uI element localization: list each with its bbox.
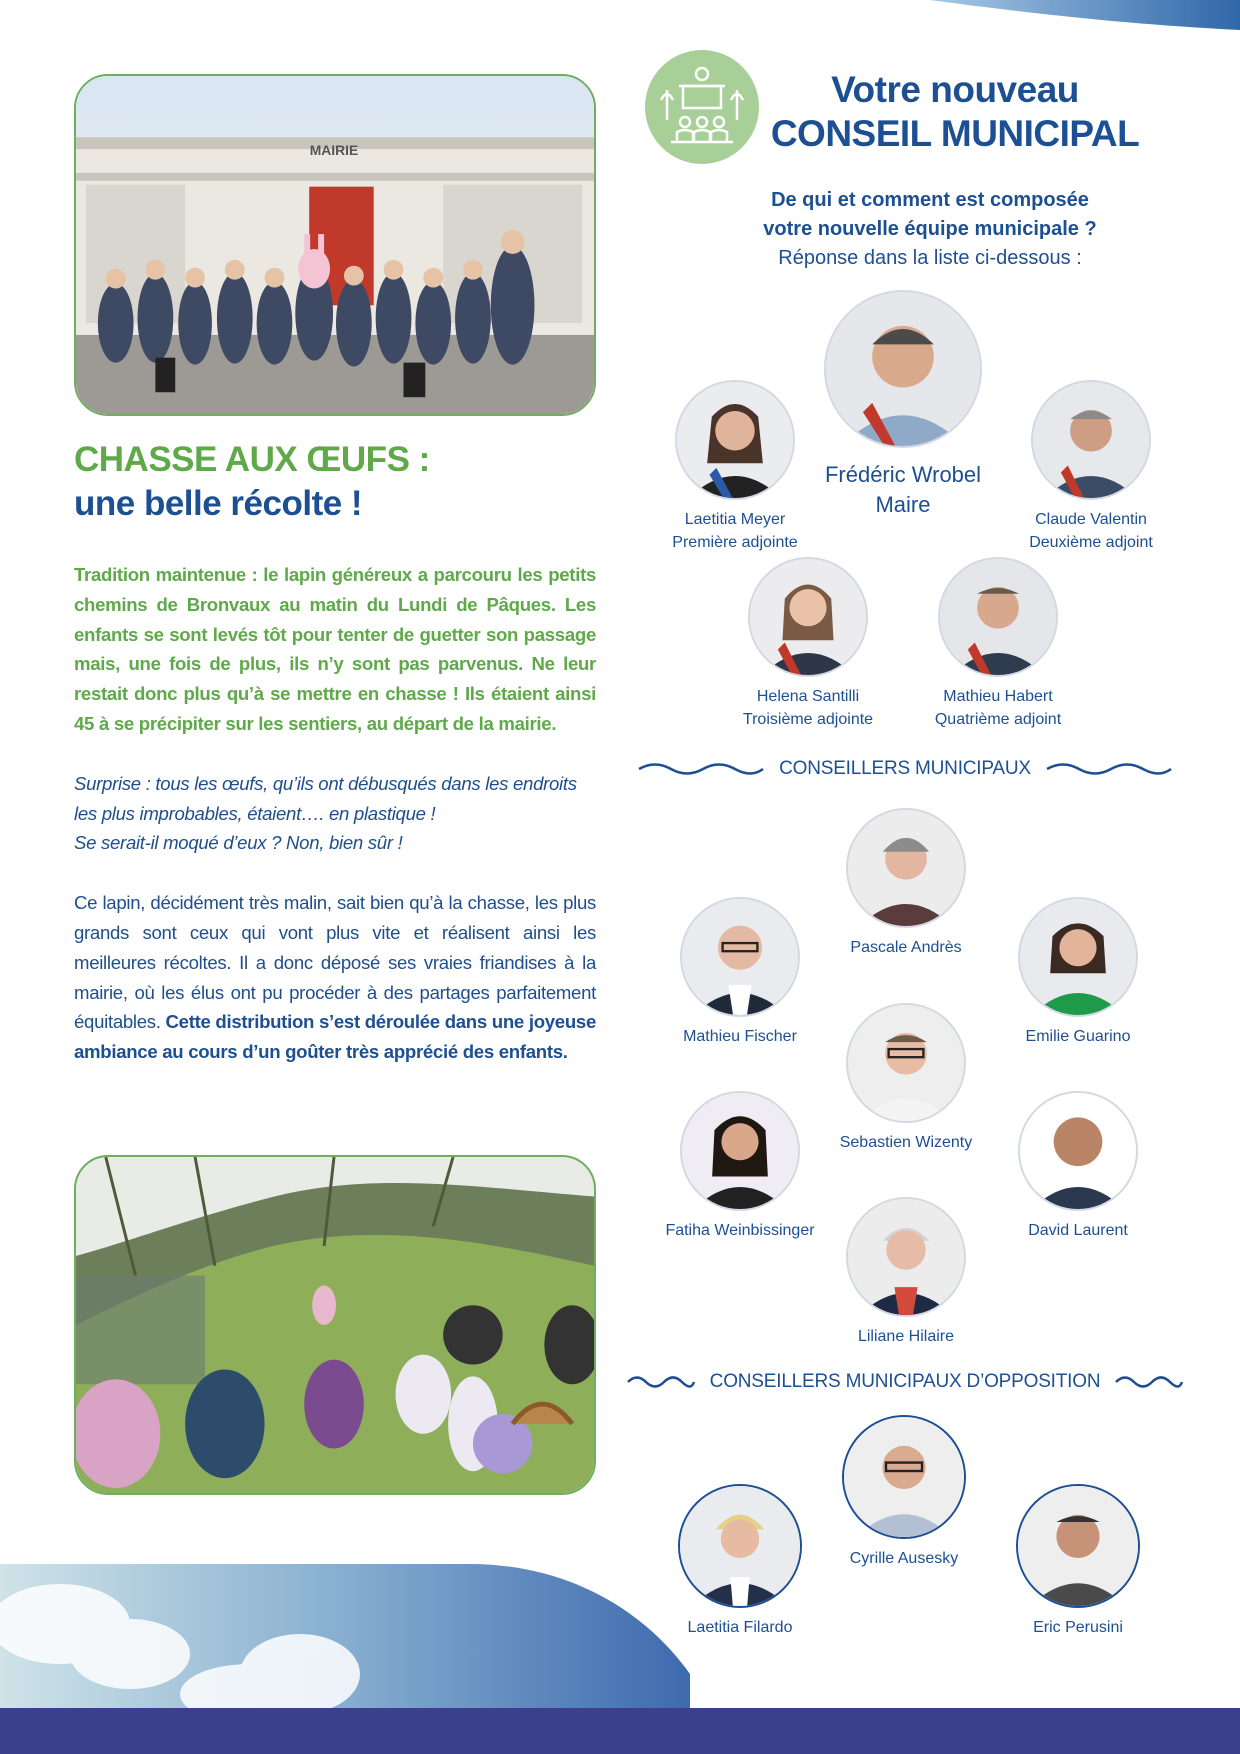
adjoint-3-photo [748,557,868,677]
wave-left-icon [637,762,765,776]
councillor-7-name: Liliane Hilaire [857,1328,955,1345]
article-headline [74,440,604,524]
councillor-5-name: Fatiha Weinbissinger [665,1222,815,1239]
section-councillors-label: CONSEILLERS MUNICIPAUX [779,758,1031,779]
adjoint-3-name: Helena Santilli [756,688,860,705]
adjoint-3-role: Troisième adjointe [742,711,874,728]
councillor-3-photo [1018,897,1138,1017]
article-paragraph-2-line-2: Se serait-il moqué d’eux ? Non, bien sûr ! [74,832,403,854]
egg-hunt-photo [74,1155,596,1495]
councillor-6-photo [1018,1091,1138,1211]
section-opposition-header [640,1367,1170,1397]
mayor-role: Maire [875,492,931,517]
councillor-2-name: Mathieu Fischer [683,1028,797,1045]
adjoint-4-photo [938,557,1058,677]
wave-right-icon [1114,1375,1184,1389]
mairie-sign: MAIRIE [309,142,359,159]
wave-right-icon [1045,762,1173,776]
member-adjoint-4 [893,557,1103,731]
intro-line-3: Réponse dans la liste ci-dessous : [778,247,1082,269]
article-subtitle: une belle récolte ! [74,484,363,523]
adjoint-4-role: Quatrième adjoint [934,711,1062,728]
article-paragraph-2-line-1: Surprise : tous les œufs, qu’ils ont débusqués dans les endroits les plus improbables, étaient…. en plastique ! [74,772,577,824]
council-title-line-2: CONSEIL MUNICIPAL [770,113,1140,154]
council-chamber-icon [645,50,759,164]
intro-line-1: De qui et comment est composée [771,189,1089,211]
easter-group-photo [74,74,596,416]
bottom-decoration [0,1564,1240,1754]
councillor-1-name: Pascale Andrès [850,939,962,956]
article-paragraph-3-text: Ce lapin, décidément très malin, sait bien qu’à la chasse, les plus grands sont ceux qui vont plus vite et réalisent ainsi les meilleures récoltes. Il a donc déposé ses vraies friandises à la mairie, où les élus ont pu procéder à des partages parfaitement équitables. [74,892,596,1033]
section-councillors-header [640,754,1170,784]
councillor-6-name: David Laurent [1028,1222,1128,1239]
adjoint-1-photo [675,380,795,500]
opposition-1-name: Cyrille Ausesky [849,1550,959,1567]
member-adjoint-1 [630,380,840,554]
councillor-1-photo [846,808,966,928]
council-title-line-1: Votre nouveau [831,69,1079,110]
opposition-2-name: Laetitia Filardo [687,1619,793,1636]
article-paragraph-3-bold: Cette distribution s’est déroulée dans une joyeuse ambiance au cours d’un goûter très apprécié des enfants. [74,1011,596,1063]
councillor-3-name: Emilie Guarino [1025,1028,1131,1045]
councillor-4-photo [846,1003,966,1123]
councillor-5-photo [680,1091,800,1211]
adjoint-1-role: Première adjointe [672,534,798,551]
article-title: CHASSE AUX ŒUFS : [74,440,430,479]
article-paragraph-2 [74,769,596,858]
top-wave-decoration [0,0,1240,40]
adjoint-2-name: Claude Valentin [1035,511,1147,528]
mayor-photo [824,290,982,448]
article-body [74,560,596,1067]
council-title [770,68,1140,156]
wave-left-icon [626,1375,696,1389]
intro-line-2: votre nouvelle équipe municipale ? [763,218,1097,240]
council-intro [720,186,1140,273]
member-councillor-7 [801,1197,1011,1348]
adjoint-2-photo [1031,380,1151,500]
mayor-name: Frédéric Wrobel [824,462,982,487]
councillor-2-photo [680,897,800,1017]
councillor-7-photo [846,1197,966,1317]
section-opposition-label: CONSEILLERS MUNICIPAUX D’OPPOSITION [709,1371,1101,1392]
opposition-1-photo [842,1415,966,1539]
member-adjoint-2 [986,380,1196,554]
adjoint-1-name: Laetitia Meyer [684,511,786,528]
article-paragraph-1: Tradition maintenue : le lapin généreux a parcouru les petits chemins de Bronvaux au matin du Lundi de Pâques. Les enfants se sont levés tôt pour tenter de guetter son passage mais, une fois de plus, ils n’y sont pas parvenus. Ne leur restait donc plus qu’à se mettre en chasse ! Ils étaient ainsi 45 à se précipiter sur les sentiers, au départ de la mairie. [74,564,596,734]
member-adjoint-3 [703,557,913,731]
adjoint-4-name: Mathieu Habert [943,688,1053,705]
adjoint-2-role: Deuxième adjoint [1029,534,1153,551]
opposition-3-name: Eric Perusini [1033,1619,1123,1636]
councillor-4-name: Sebastien Wizenty [839,1134,973,1151]
article-paragraph-3 [74,888,596,1067]
